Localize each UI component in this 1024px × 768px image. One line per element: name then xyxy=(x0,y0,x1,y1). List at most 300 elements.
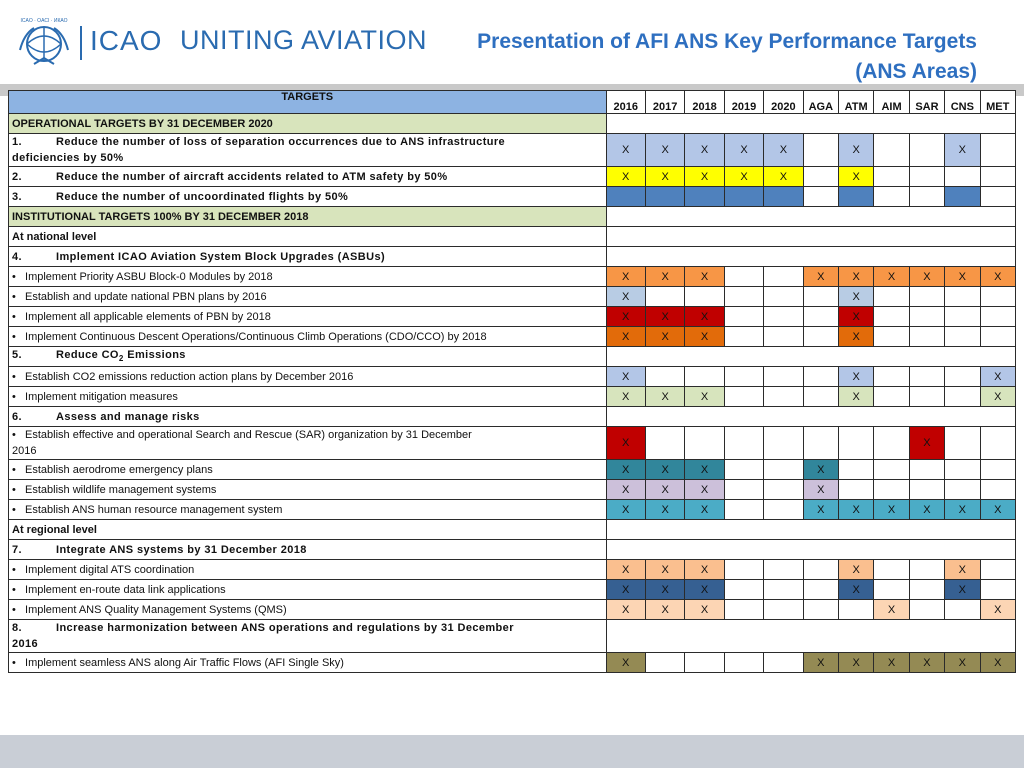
goal-cell xyxy=(9,187,607,207)
cell-met: X xyxy=(980,653,1016,673)
table-row xyxy=(9,287,1016,307)
cell-aga: X xyxy=(803,480,838,500)
cell-2017 xyxy=(645,187,684,207)
cell-2019 xyxy=(724,560,763,580)
cell-2020 xyxy=(764,460,803,480)
cell-2017 xyxy=(645,287,684,307)
cell-2017: X xyxy=(645,600,684,620)
goal-row xyxy=(9,247,1016,267)
cell-2018: X xyxy=(685,134,724,167)
item-text: Establish wildlife management systems xyxy=(25,483,217,496)
cell-2020 xyxy=(764,580,803,600)
cell-2019: X xyxy=(724,167,763,187)
cell-2019 xyxy=(724,580,763,600)
cell-aim xyxy=(874,480,909,500)
cell-2018: X xyxy=(685,267,724,287)
cell-aim xyxy=(874,307,909,327)
cell-2016: X xyxy=(606,167,645,187)
item-cell xyxy=(9,580,607,600)
goal-text: Integrate ANS systems by 31 December 2018 xyxy=(55,543,307,556)
goal-text: Increase harmonization between ANS operations and regulations by 31 December xyxy=(55,622,514,634)
cell-aim xyxy=(874,367,909,387)
cell-met: X xyxy=(980,267,1016,287)
cell-sar xyxy=(909,560,944,580)
cell-2019 xyxy=(724,500,763,520)
cell-aga: X xyxy=(803,500,838,520)
cell-atm: X xyxy=(839,267,874,287)
section-operational: OPERATIONAL TARGETS BY 31 DECEMBER 2020 xyxy=(9,114,607,134)
bullet: • xyxy=(12,483,16,496)
cell-2020: X xyxy=(764,134,803,167)
cell-atm xyxy=(839,427,874,460)
cell-cns xyxy=(945,367,980,387)
cell-2020 xyxy=(764,367,803,387)
org-slogan: UNITING AVIATION xyxy=(180,25,428,55)
cell-2019 xyxy=(724,327,763,347)
cell-aim: X xyxy=(874,600,909,620)
cell-cns xyxy=(945,307,980,327)
bullet: • xyxy=(12,463,16,476)
cell-atm: X xyxy=(839,134,874,167)
cell-2019 xyxy=(724,480,763,500)
item-cell xyxy=(9,327,607,347)
cell-2016: X xyxy=(606,387,645,407)
cell-cns: X xyxy=(945,500,980,520)
table-row xyxy=(9,653,1016,673)
item-cell xyxy=(9,267,607,287)
cell-2020 xyxy=(764,480,803,500)
cell-2018: X xyxy=(685,600,724,620)
cell-aga xyxy=(803,600,838,620)
cell-met: X xyxy=(980,367,1016,387)
cell-atm: X xyxy=(839,580,874,600)
cell-met xyxy=(980,480,1016,500)
cell-atm: X xyxy=(839,167,874,187)
col-2020: 2020 xyxy=(764,91,803,114)
cell-sar xyxy=(909,600,944,620)
cell-2019 xyxy=(724,387,763,407)
cell-2017: X xyxy=(645,267,684,287)
cell-sar xyxy=(909,287,944,307)
bullet: • xyxy=(12,583,16,596)
bullet: • xyxy=(12,370,16,383)
cell-aim: X xyxy=(874,267,909,287)
col-aim: AIM xyxy=(874,91,909,114)
cell-aim xyxy=(874,427,909,460)
cell-aim xyxy=(874,580,909,600)
bullet: • xyxy=(12,310,16,323)
cell-cns: X xyxy=(945,580,980,600)
cell-cns xyxy=(945,187,980,207)
item-cell xyxy=(9,460,607,480)
cell-2016: X xyxy=(606,460,645,480)
level-blank xyxy=(606,227,1015,247)
cell-aga xyxy=(803,307,838,327)
goal-text: Reduce CO xyxy=(55,349,119,362)
item-cell xyxy=(9,500,607,520)
bullet: • xyxy=(12,390,16,403)
cell-cns xyxy=(945,460,980,480)
cell-atm xyxy=(839,460,874,480)
cell-2020 xyxy=(764,387,803,407)
bullet: • xyxy=(12,290,16,303)
col-atm: ATM xyxy=(839,91,874,114)
cell-met xyxy=(980,460,1016,480)
goal-cell xyxy=(9,167,607,187)
cell-2020 xyxy=(764,267,803,287)
col-aga: AGA xyxy=(803,91,838,114)
cell-2018 xyxy=(685,653,724,673)
cell-2020 xyxy=(764,287,803,307)
cell-2016: X xyxy=(606,600,645,620)
cell-2016: X xyxy=(606,480,645,500)
cell-2018: X xyxy=(685,500,724,520)
table-row xyxy=(9,600,1016,620)
cell-met xyxy=(980,307,1016,327)
item-cell xyxy=(9,427,607,460)
header-bar xyxy=(0,0,1024,84)
cell-2017 xyxy=(645,367,684,387)
targets-header: TARGETS xyxy=(9,91,607,114)
cell-cns xyxy=(945,600,980,620)
cell-cns xyxy=(945,480,980,500)
cell-aga: X xyxy=(803,653,838,673)
cell-2018: X xyxy=(685,387,724,407)
cell-atm: X xyxy=(839,367,874,387)
section-row xyxy=(9,207,1016,227)
level-regional: At regional level xyxy=(9,520,607,540)
cell-aga: X xyxy=(803,460,838,480)
table-header-row xyxy=(9,91,1016,114)
table-row xyxy=(9,500,1016,520)
cell-aim xyxy=(874,387,909,407)
cell-2016 xyxy=(606,187,645,207)
goal-text-cont: deficiencies by 50% xyxy=(12,152,124,164)
cell-met: X xyxy=(980,387,1016,407)
table-row xyxy=(9,187,1016,207)
cell-2018 xyxy=(685,367,724,387)
cell-cns xyxy=(945,167,980,187)
cell-met: X xyxy=(980,600,1016,620)
cell-2019 xyxy=(724,307,763,327)
cell-aga xyxy=(803,387,838,407)
cell-2018: X xyxy=(685,480,724,500)
cell-2020 xyxy=(764,500,803,520)
cell-aim: X xyxy=(874,653,909,673)
cell-2016: X xyxy=(606,580,645,600)
goal-cell xyxy=(9,620,607,653)
cell-2017: X xyxy=(645,387,684,407)
item-text: Implement digital ATS coordination xyxy=(25,563,195,576)
item-cell xyxy=(9,367,607,387)
item-text: Establish CO2 emissions reduction action plans by December 2016 xyxy=(25,370,354,383)
cell-aga xyxy=(803,134,838,167)
cell-2016: X xyxy=(606,327,645,347)
item-text: Implement Priority ASBU Block-0 Modules by 2018 xyxy=(25,270,273,283)
bullet: • xyxy=(12,429,16,441)
cell-2017 xyxy=(645,427,684,460)
col-2017: 2017 xyxy=(645,91,684,114)
cell-atm: X xyxy=(839,653,874,673)
cell-2018: X xyxy=(685,580,724,600)
cell-sar xyxy=(909,327,944,347)
level-row xyxy=(9,520,1016,540)
cell-2016: X xyxy=(606,500,645,520)
cell-2020: X xyxy=(764,167,803,187)
cell-2019 xyxy=(724,187,763,207)
cell-met xyxy=(980,187,1016,207)
col-2016: 2016 xyxy=(606,91,645,114)
cell-2019 xyxy=(724,427,763,460)
cell-atm xyxy=(839,187,874,207)
cell-2017: X xyxy=(645,480,684,500)
goal-cell xyxy=(9,134,607,167)
item-text: Establish aerodrome emergency plans xyxy=(25,463,213,476)
item-cell xyxy=(9,560,607,580)
cell-cns: X xyxy=(945,560,980,580)
cell-2016: X xyxy=(606,560,645,580)
cell-2020 xyxy=(764,600,803,620)
cell-2016: X xyxy=(606,653,645,673)
cell-2017 xyxy=(645,653,684,673)
cell-sar: X xyxy=(909,427,944,460)
cell-2019 xyxy=(724,600,763,620)
cell-2019 xyxy=(724,267,763,287)
cell-2016: X xyxy=(606,307,645,327)
cell-aim: X xyxy=(874,500,909,520)
cell-aga xyxy=(803,367,838,387)
goal-num: 1. xyxy=(12,136,22,148)
bullet: • xyxy=(12,656,16,669)
cell-aim xyxy=(874,327,909,347)
cell-2018: X xyxy=(685,167,724,187)
cell-2019: X xyxy=(724,134,763,167)
cell-aga xyxy=(803,560,838,580)
cell-aga xyxy=(803,427,838,460)
table-row xyxy=(9,427,1016,460)
table-row xyxy=(9,267,1016,287)
table-row xyxy=(9,167,1016,187)
col-met: MET xyxy=(980,91,1016,114)
goal-cell xyxy=(9,540,607,560)
table-row xyxy=(9,460,1016,480)
goal-blank xyxy=(606,540,1015,560)
cell-2017: X xyxy=(645,327,684,347)
goal-text: Reduce the number of aircraft accidents related to ATM safety by 50% xyxy=(55,170,448,183)
cell-atm: X xyxy=(839,387,874,407)
goal-text: Implement ICAO Aviation System Block Upgrades (ASBUs) xyxy=(55,250,386,263)
cell-atm: X xyxy=(839,327,874,347)
item-cell xyxy=(9,600,607,620)
cell-2019 xyxy=(724,367,763,387)
cell-met: X xyxy=(980,500,1016,520)
cell-atm xyxy=(839,600,874,620)
cell-2019 xyxy=(724,653,763,673)
cell-aga: X xyxy=(803,267,838,287)
cell-atm: X xyxy=(839,287,874,307)
cell-2018: X xyxy=(685,460,724,480)
cell-2019 xyxy=(724,287,763,307)
cell-2017: X xyxy=(645,580,684,600)
cell-cns: X xyxy=(945,134,980,167)
section-institutional: INSTITUTIONAL TARGETS 100% BY 31 DECEMBER 2018 xyxy=(9,207,607,227)
item-text: Implement all applicable elements of PBN by 2018 xyxy=(25,310,271,323)
bullet: • xyxy=(12,270,16,283)
cell-2018 xyxy=(685,287,724,307)
goal-text: Assess and manage risks xyxy=(55,410,200,423)
item-text: Implement seamless ANS along Air Traffic Flows (AFI Single Sky) xyxy=(25,656,344,669)
cell-sar: X xyxy=(909,653,944,673)
cell-2016: X xyxy=(606,267,645,287)
item-text: Establish effective and operational Search and Rescue (SAR) organization by 31 December xyxy=(25,429,472,441)
icao-emblem xyxy=(14,14,74,77)
cell-aim xyxy=(874,187,909,207)
cell-cns xyxy=(945,427,980,460)
cell-2018 xyxy=(685,427,724,460)
cell-sar xyxy=(909,580,944,600)
item-text: Establish and update national PBN plans by 2016 xyxy=(25,290,267,303)
cell-cns: X xyxy=(945,267,980,287)
goal-text: Reduce the number of uncoordinated flights by 50% xyxy=(55,190,349,203)
table-row xyxy=(9,560,1016,580)
goal-num: 7. xyxy=(12,543,22,556)
table-row xyxy=(9,580,1016,600)
cell-2018: X xyxy=(685,560,724,580)
cell-2017: X xyxy=(645,307,684,327)
section-blank xyxy=(606,207,1015,227)
cell-atm: X xyxy=(839,500,874,520)
goal-cell xyxy=(9,347,607,367)
cell-2017: X xyxy=(645,560,684,580)
cell-2020 xyxy=(764,653,803,673)
section-blank xyxy=(606,114,1015,134)
cell-2019 xyxy=(724,460,763,480)
cell-aim xyxy=(874,560,909,580)
cell-met xyxy=(980,560,1016,580)
cell-2018: X xyxy=(685,307,724,327)
page-title: Presentation of AFI ANS Key Performance Targets xyxy=(477,30,977,53)
col-sar: SAR xyxy=(909,91,944,114)
cell-aga xyxy=(803,327,838,347)
cell-sar xyxy=(909,480,944,500)
col-2019: 2019 xyxy=(724,91,763,114)
cell-met xyxy=(980,327,1016,347)
cell-aim xyxy=(874,134,909,167)
cell-cns xyxy=(945,327,980,347)
goal-num: 2. xyxy=(12,170,22,183)
item-cell xyxy=(9,307,607,327)
cell-2020 xyxy=(764,560,803,580)
goal-row xyxy=(9,407,1016,427)
item-text: Implement Continuous Descent Operations/Continuous Climb Operations (CDO/CCO) by 2018 xyxy=(25,330,487,343)
level-national: At national level xyxy=(9,227,607,247)
goal-row xyxy=(9,620,1016,653)
cell-sar xyxy=(909,460,944,480)
table-row xyxy=(9,387,1016,407)
goal-text-tail: Emissions xyxy=(123,349,186,362)
goal-num: 5. xyxy=(12,349,22,362)
level-row xyxy=(9,227,1016,247)
cell-atm xyxy=(839,480,874,500)
table-row xyxy=(9,134,1016,167)
item-cell xyxy=(9,480,607,500)
goal-row xyxy=(9,540,1016,560)
goal-blank xyxy=(606,407,1015,427)
cell-atm: X xyxy=(839,560,874,580)
col-cns: CNS xyxy=(945,91,980,114)
cell-cns: X xyxy=(945,653,980,673)
cell-2020 xyxy=(764,187,803,207)
item-text: Implement en-route data link applications xyxy=(25,583,226,596)
cell-2017: X xyxy=(645,500,684,520)
item-cell xyxy=(9,387,607,407)
cell-aim xyxy=(874,167,909,187)
cell-cns xyxy=(945,387,980,407)
table-row xyxy=(9,480,1016,500)
goal-cell xyxy=(9,247,607,267)
item-cell xyxy=(9,653,607,673)
cell-sar xyxy=(909,134,944,167)
goal-blank xyxy=(606,347,1015,367)
cell-2017: X xyxy=(645,134,684,167)
cell-met xyxy=(980,287,1016,307)
cell-aga xyxy=(803,580,838,600)
bullet: • xyxy=(12,563,16,576)
goal-num: 4. xyxy=(12,250,22,263)
cell-aga xyxy=(803,187,838,207)
goal-num: 8. xyxy=(12,622,22,634)
item-text-cont: 2016 xyxy=(12,445,37,457)
table-row xyxy=(9,307,1016,327)
cell-sar: X xyxy=(909,500,944,520)
cell-2020 xyxy=(764,307,803,327)
level-blank xyxy=(606,520,1015,540)
cell-2016: X xyxy=(606,367,645,387)
goal-subscript: 2 xyxy=(118,354,124,364)
cell-sar xyxy=(909,367,944,387)
cell-cns xyxy=(945,287,980,307)
cell-met xyxy=(980,580,1016,600)
col-2018: 2018 xyxy=(685,91,724,114)
item-text: Establish ANS human resource management system xyxy=(25,503,283,516)
cell-sar xyxy=(909,387,944,407)
footer-band xyxy=(0,735,1024,768)
bullet: • xyxy=(12,603,16,616)
item-cell xyxy=(9,287,607,307)
item-text: Implement mitigation measures xyxy=(25,390,178,403)
cell-2016: X xyxy=(606,134,645,167)
cell-aga xyxy=(803,167,838,187)
goal-num: 6. xyxy=(12,410,22,423)
cell-2016: X xyxy=(606,287,645,307)
cell-2016: X xyxy=(606,427,645,460)
logo-divider xyxy=(80,26,82,60)
cell-met xyxy=(980,134,1016,167)
cell-2018 xyxy=(685,187,724,207)
bullet: • xyxy=(12,330,16,343)
table-row xyxy=(9,367,1016,387)
table-row xyxy=(9,327,1016,347)
goal-text-cont: 2016 xyxy=(12,638,39,650)
goal-blank xyxy=(606,247,1015,267)
cell-2020 xyxy=(764,427,803,460)
cell-aim xyxy=(874,287,909,307)
cell-2017: X xyxy=(645,460,684,480)
cell-2018: X xyxy=(685,327,724,347)
cell-met xyxy=(980,167,1016,187)
cell-sar xyxy=(909,167,944,187)
cell-sar: X xyxy=(909,267,944,287)
